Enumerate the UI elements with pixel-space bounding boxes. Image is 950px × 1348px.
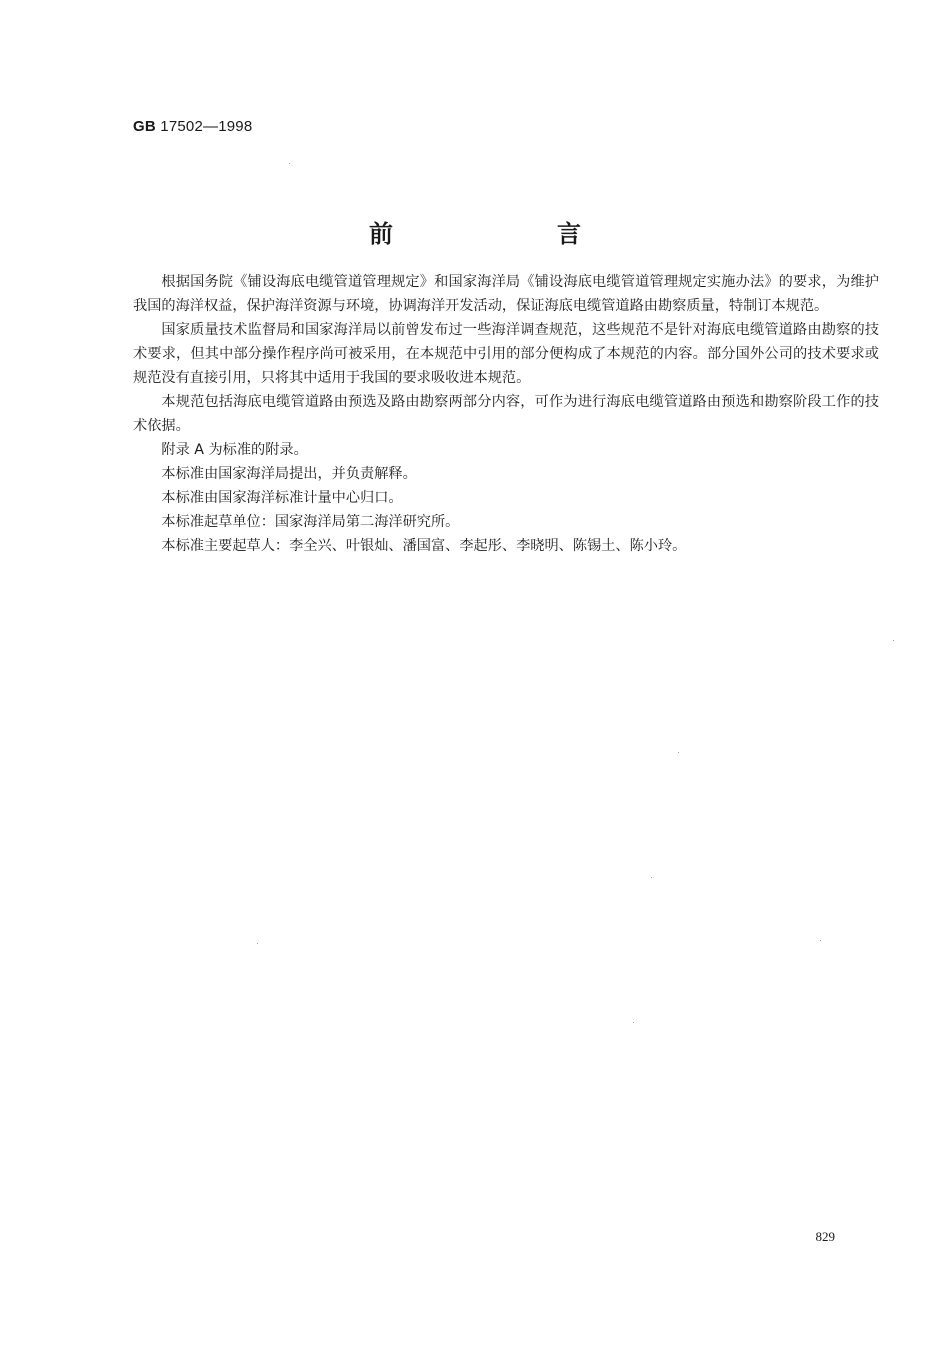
page-number: 829 (815, 1229, 835, 1244)
scan-speck (651, 877, 652, 878)
scan-speck (633, 1022, 634, 1023)
scan-speck (289, 163, 290, 164)
paragraph-drafting-unit: 本标准起草单位：国家海洋局第二海洋研究所。 (161, 514, 460, 530)
paragraph-proposer: 本标准由国家海洋局提出，并负责解释。 (161, 466, 417, 482)
standard-code-number: 17502—1998 (160, 118, 253, 135)
scan-speck (257, 943, 258, 944)
scan-speck (820, 940, 821, 941)
paragraph-appendix: 附录 A 为标准的附录。 (161, 442, 308, 458)
paragraph-administrator: 本标准由国家海洋标准计量中心归口。 (161, 490, 403, 506)
page-title: 前 言 (369, 220, 651, 248)
paragraph-drafters: 本标准主要起草人：李全兴、叶银灿、潘国富、李起彤、李晓明、陈锡土、陈小玲。 (161, 538, 687, 554)
paragraph-scope: 本规范包括海底电缆管道路由预选及路由勘察两部分内容，可作为进行海底电缆管道路由预选和勘察阶段工作的技术依据。 (133, 394, 879, 434)
standard-code (133, 118, 252, 135)
scan-speck (678, 752, 679, 753)
paragraph-basis: 根据国务院《铺设海底电缆管道管理规定》和国家海洋局《铺设海底电缆管道管理规定实施办法》的要求，为维护我国的海洋权益，保护海洋资源与环境，协调海洋开发活动，保证海底电缆管道路由勘察质量，特制订本规范。 (133, 274, 879, 314)
standard-code-prefix: GB (133, 118, 156, 135)
scan-speck (893, 640, 894, 641)
paragraph-background: 国家质量技术监督局和国家海洋局以前曾发布过一些海洋调查规范，这些规范不是针对海底电缆管道路由勘察的技术要求，但其中部分操作程序尚可被采用，在本规范中引用的部分便构成了本规范的内容。部分国外公司的技术要求或规范没有直接引用，只将其中适用于我国的要求吸收进本规范。 (133, 322, 879, 386)
body-text (133, 270, 879, 558)
